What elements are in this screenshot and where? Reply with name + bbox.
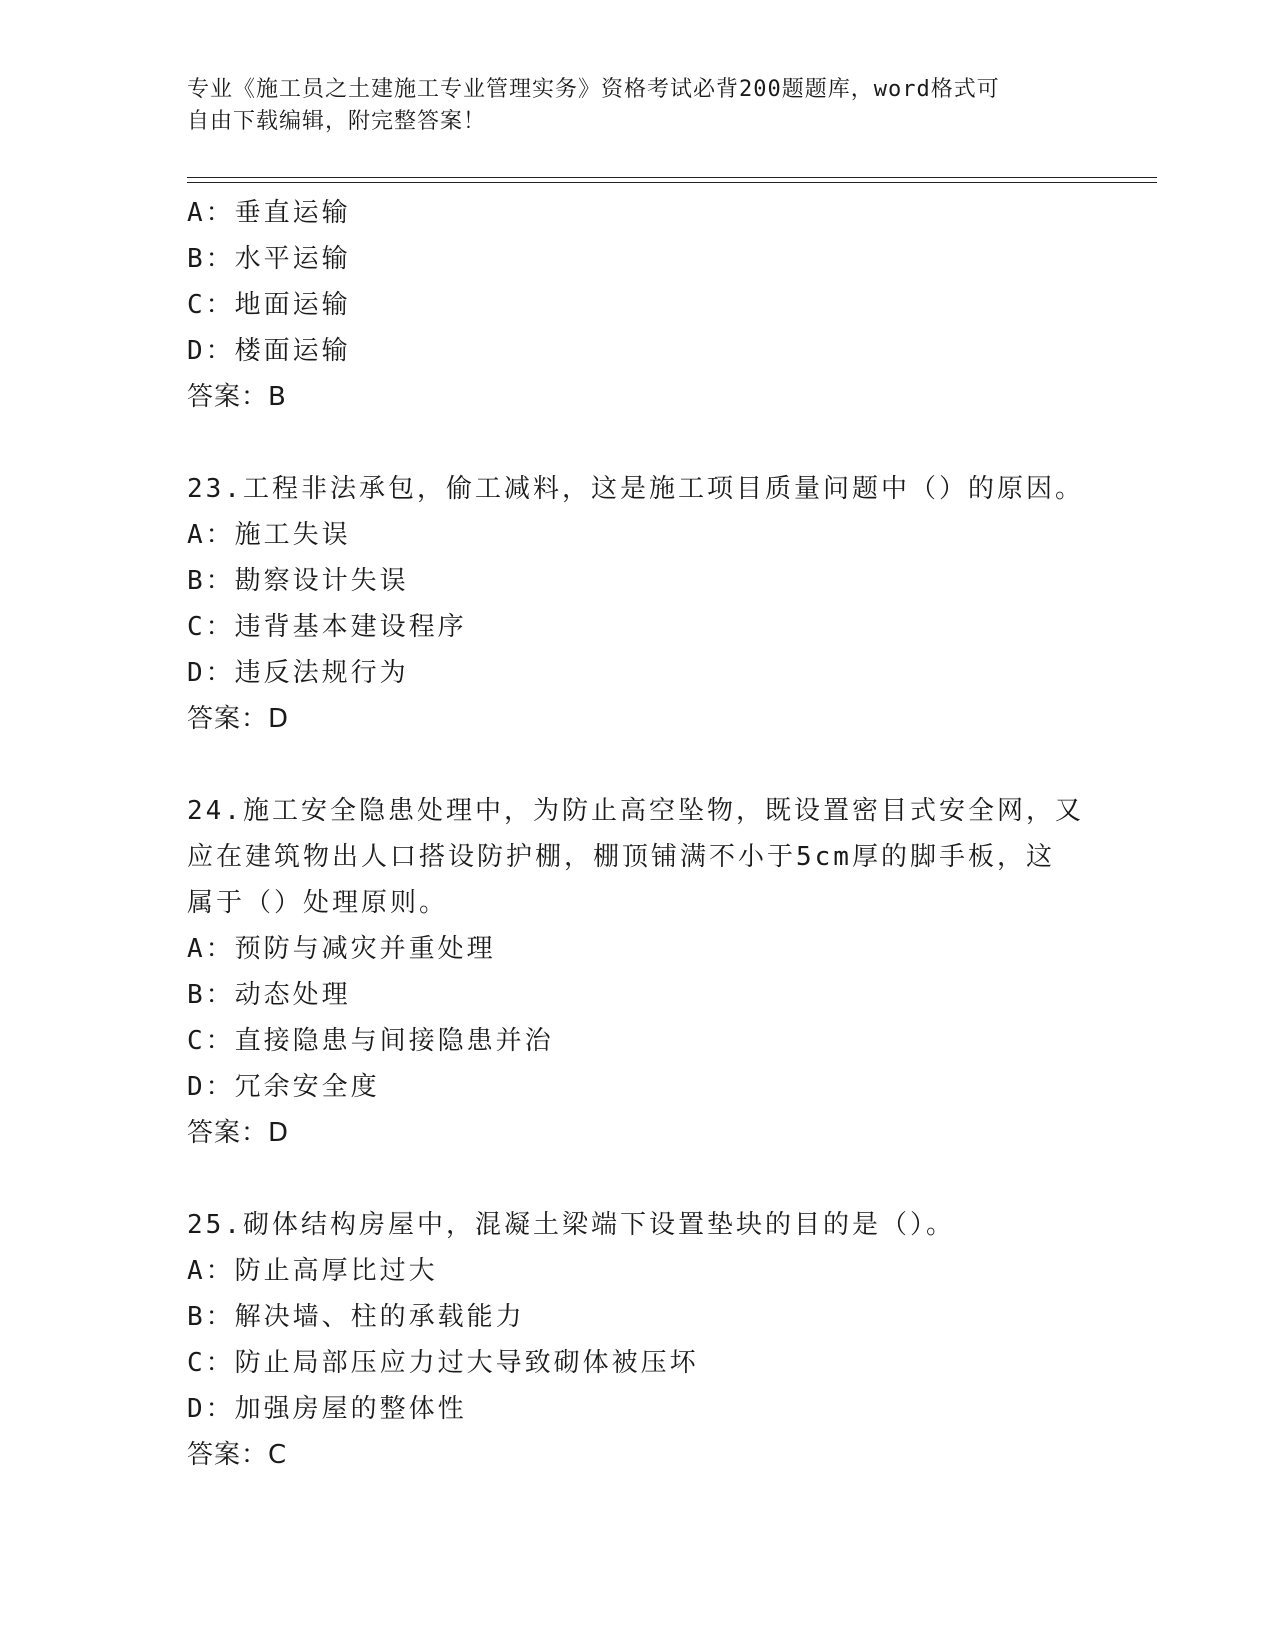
header-line-1: 专业《施工员之土建施工专业管理实务》资格考试必背200题题库，word格式可 <box>187 77 1000 102</box>
option-b: B：勘察设计失误 <box>187 566 409 596</box>
option-b: B：解决墙、柱的承载能力 <box>187 1302 525 1332</box>
answer-line: 答案：C <box>187 1440 288 1470</box>
question-stem-line-1: 24.施工安全隐患处理中，为防止高空坠物，既设置密目式安全网，又 <box>187 796 1084 826</box>
answer-line: 答案：D <box>187 1118 290 1148</box>
question-list <box>187 190 1087 1478</box>
header-rule-top <box>187 177 1157 178</box>
question-stem: 23.工程非法承包，偷工减料，这是施工项目质量问题中（）的原因。 <box>187 474 1084 504</box>
spacer <box>187 1156 1087 1202</box>
question-block-prev <box>187 190 1087 420</box>
spacer <box>187 742 1087 788</box>
option-d: D：楼面运输 <box>187 336 351 366</box>
spacer <box>187 420 1087 466</box>
option-a: A：防止高厚比过大 <box>187 1256 438 1286</box>
option-c: C：地面运输 <box>187 290 351 320</box>
header-line-2: 自由下载编辑，附完整答案！ <box>187 109 487 134</box>
option-b: B：动态处理 <box>187 980 351 1010</box>
question-stem-line-2: 应在建筑物出人口搭设防护棚，棚顶铺满不小于5cm厚的脚手板，这 <box>187 842 1055 872</box>
answer-line: 答案：B <box>187 382 287 412</box>
option-c: C：直接隐患与间接隐患并治 <box>187 1026 554 1056</box>
option-b: B：水平运输 <box>187 244 351 274</box>
answer-line: 答案：D <box>187 704 290 734</box>
option-a: A：预防与减灾并重处理 <box>187 934 496 964</box>
option-d: D：违反法规行为 <box>187 658 409 688</box>
option-a: A：垂直运输 <box>187 198 351 228</box>
option-c: C：违背基本建设程序 <box>187 612 467 642</box>
option-a: A：施工失误 <box>187 520 351 550</box>
option-d: D：加强房屋的整体性 <box>187 1394 467 1424</box>
header-rule-bottom <box>187 182 1157 183</box>
question-stem: 25.砌体结构房屋中，混凝土梁端下设置垫块的目的是（）。 <box>187 1210 955 1240</box>
question-block-23 <box>187 466 1087 742</box>
document-header <box>187 74 1067 138</box>
option-d: D：冗余安全度 <box>187 1072 380 1102</box>
option-c: C：防止局部压应力过大导致砌体被压坏 <box>187 1348 699 1378</box>
question-block-25 <box>187 1202 1087 1478</box>
question-stem-line-3: 属于（）处理原则。 <box>187 888 449 918</box>
question-block-24 <box>187 788 1087 1156</box>
